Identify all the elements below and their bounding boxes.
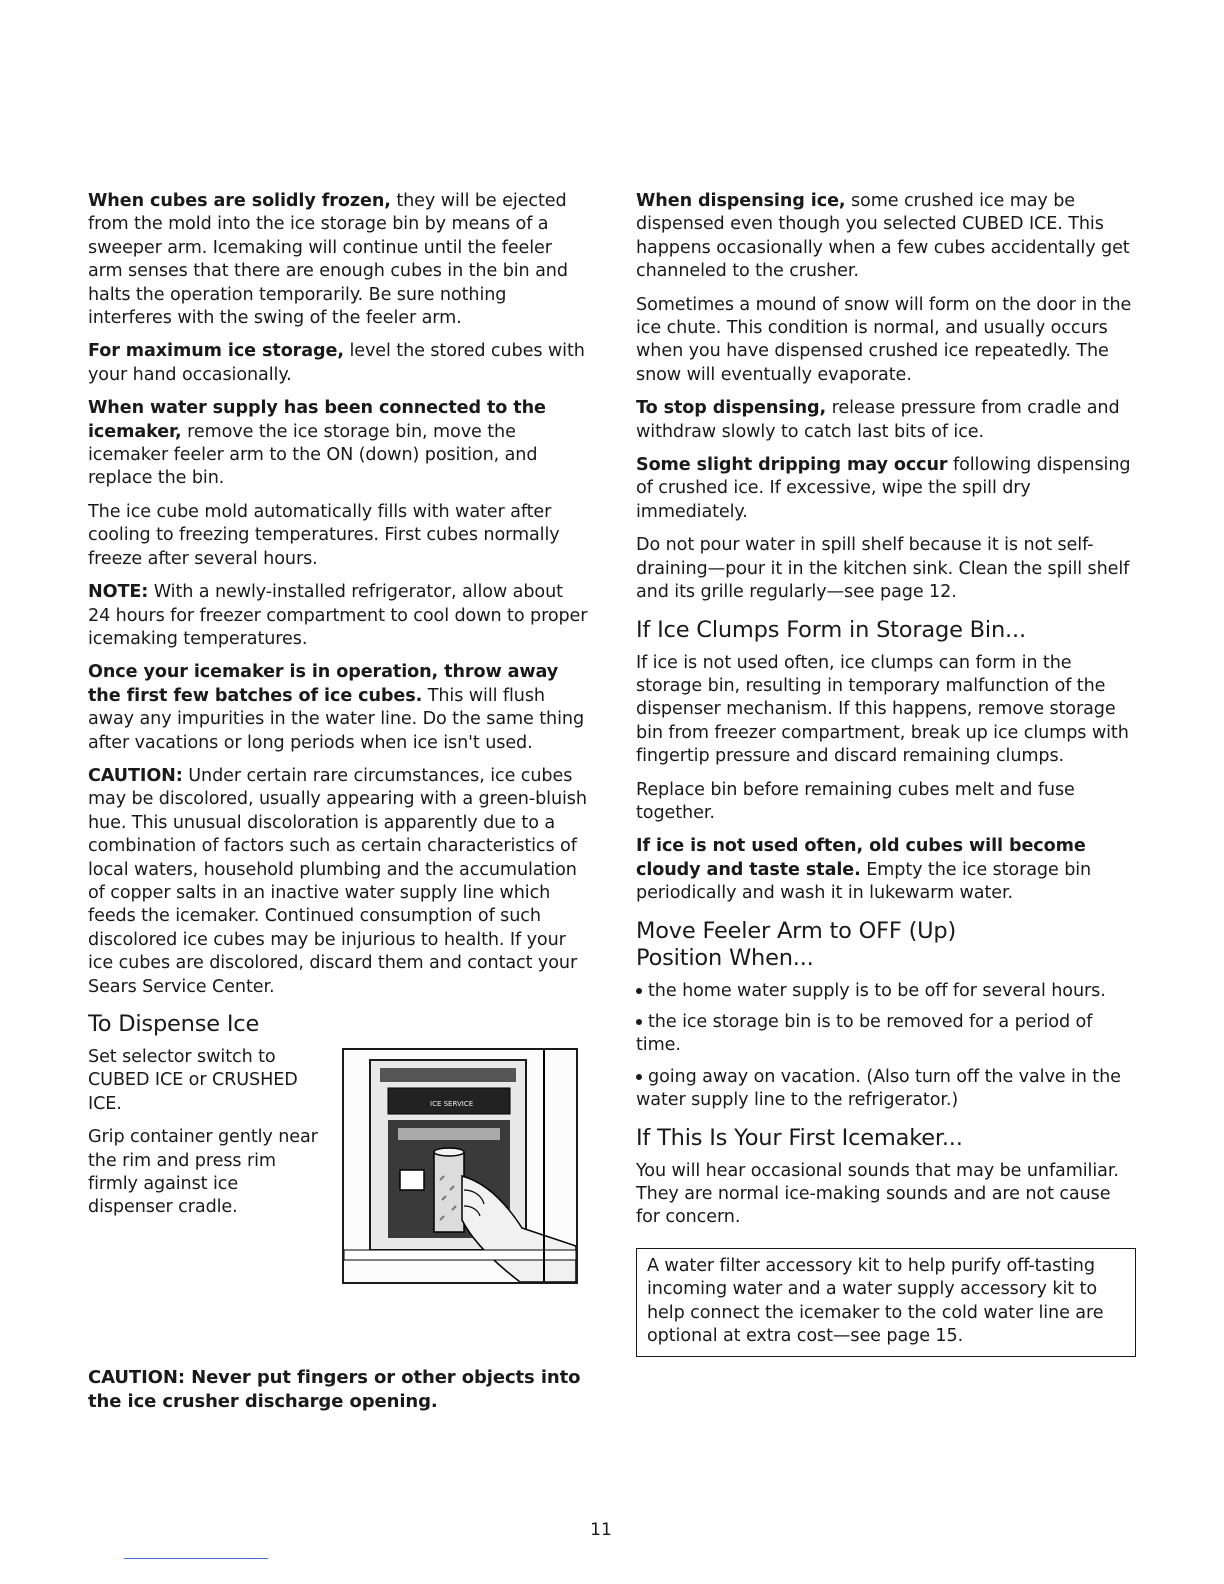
paragraph-caution-discolor bbox=[88, 765, 588, 999]
page-number: 11 bbox=[590, 1520, 612, 1540]
paragraph-selector-switch: Set selector switch to CUBED ICE or CRUSHED ICE. bbox=[88, 1047, 298, 1114]
paragraph-spill-shelf: Do not pour water in spill shelf because it is not self-draining—pour it in the kitchen sink. Clean the spill shelf and its grille regularly—see page 12. bbox=[636, 535, 1130, 603]
left-column bbox=[88, 190, 588, 1412]
lead-text: To stop dispensing, bbox=[636, 398, 827, 419]
paragraph-snow-mound: Sometimes a mound of snow will form on the door in the ice chute. This condition is normal, and usually occurs when you have dispensed crushed ice repeatedly. The snow will eventually evaporate. bbox=[636, 294, 1132, 385]
lead-text: If ice is not used often, old cubes will become cloudy and taste stale. bbox=[636, 836, 1086, 880]
dispenser-illustration bbox=[342, 1048, 578, 1284]
heading-line: Position When... bbox=[636, 944, 814, 971]
lead-text: Some slight dripping may occur bbox=[636, 455, 948, 476]
heading-to-dispense-ice: To Dispense Ice bbox=[88, 1011, 260, 1037]
bullet-icon bbox=[636, 1074, 642, 1080]
heading-first-icemaker: If This Is Your First Icemaker... bbox=[636, 1124, 963, 1151]
dispense-text bbox=[88, 1046, 318, 1230]
paragraph-old-cubes bbox=[636, 835, 1136, 905]
accessory-note-box bbox=[636, 1248, 1136, 1358]
bullet-icon bbox=[636, 1019, 642, 1025]
lead-text: When dispensing ice, bbox=[636, 191, 846, 211]
paragraph-mold-fills: The ice cube mold automatically fills with water after cooling to freezing temperatures. First cubes normally freeze after several hours. bbox=[88, 501, 560, 569]
paragraph-dispensing-ice bbox=[636, 190, 1136, 284]
bullet-text: going away on vacation. (Also turn off the valve in the water supply line to the refrigerator.) bbox=[636, 1066, 1121, 1111]
bullet-text: the ice storage bin is to be removed for a period of time. bbox=[636, 1011, 1093, 1056]
right-column bbox=[636, 190, 1136, 1357]
body-text: Under certain rare circumstances, ice cubes may be discolored, usually appearing with a green-bluish hue. This unusual discoloration is apparently due to a combination of factors such as certain characteristics of local waters, household plumbing and the accumulation of copper salts in an inactive water supply line which feeds the icemaker. Continued consumption of such discolored ice cubes may be injurious to health. If your ice cubes are discolored, discard them and contact your Sears Service Center. bbox=[88, 765, 587, 997]
heading-feeler-arm bbox=[636, 918, 1136, 972]
body-text: level the stored cubes with your hand occasionally. bbox=[88, 341, 585, 385]
paragraph-dripping bbox=[636, 454, 1136, 524]
body-text: following dispensing of crushed ice. If excessive, wipe the spill dry immediately. bbox=[636, 455, 1131, 522]
paragraph-replace-bin: Replace bin before remaining cubes melt and fuse together. bbox=[636, 779, 1075, 823]
spill-shelf bbox=[344, 1250, 576, 1260]
bullet-item bbox=[636, 1011, 1136, 1058]
lead-text: When cubes are solidly frozen, bbox=[88, 191, 391, 211]
footer-rule bbox=[124, 1558, 268, 1559]
body-text: Empty the ice storage bin periodically and wash it in lukewarm water. bbox=[636, 859, 1092, 904]
lead-text: CAUTION: bbox=[88, 765, 183, 786]
accessory-note: A water filter accessory kit to help purify off-tasting incoming water and a water supply accessory kit to help connect the icemaker to the cold water line are optional at extra cost—see page 15. bbox=[647, 1255, 1104, 1347]
ice-container bbox=[434, 1152, 464, 1232]
lead-text: For maximum ice storage, bbox=[88, 341, 344, 362]
final-caution: CAUTION: Never put fingers or other objects into the ice crusher discharge opening. bbox=[88, 1367, 581, 1412]
bullet-text: the home water supply is to be off for several hours. bbox=[648, 980, 1106, 1001]
paragraph-clumps: If ice is not used often, ice clumps can form in the storage bin, resulting in temporary malfunction of the dispenser mechanism. If this happens, remove storage bin from freezer compartment, break up ice clumps with fingertip pressure and discard remaining clumps. bbox=[636, 652, 1129, 767]
dispenser-chute bbox=[398, 1128, 500, 1140]
paragraph-occasional-sounds: You will hear occasional sounds that may be unfamiliar. They are normal ice-making sounds and are not cause for concern. bbox=[636, 1160, 1119, 1228]
heading-ice-clumps: If Ice Clumps Form in Storage Bin... bbox=[636, 616, 1026, 643]
bullet-icon bbox=[636, 988, 642, 994]
heading-line: Move Feeler Arm to OFF (Up) bbox=[636, 917, 957, 944]
body-text: With a newly-installed refrigerator, allow about 24 hours for freezer compartment to cool down to proper icemaking temperatures. bbox=[88, 582, 588, 649]
panel-label: ICE SERVICE bbox=[430, 1100, 474, 1108]
dispenser-cradle bbox=[400, 1170, 424, 1190]
paragraph-maximum-storage bbox=[88, 340, 588, 387]
paragraph-stop-dispensing bbox=[636, 397, 1136, 444]
lead-text: When water supply has been connected to the icemaker, bbox=[88, 398, 546, 442]
body-text: release pressure from cradle and withdraw slowly to catch last bits of ice. bbox=[636, 398, 1120, 442]
dispenser-drawing bbox=[344, 1050, 576, 1282]
paragraph-note bbox=[88, 581, 588, 651]
dispense-section bbox=[88, 1046, 588, 1276]
body-text: This will flush away any impurities in the water line. Do the same thing after vacations or long periods when ice isn't used. bbox=[88, 685, 585, 753]
lead-text: Once your icemaker is in operation, throw away the first few batches of ice cubes. bbox=[88, 662, 559, 706]
bullet-item bbox=[636, 980, 1136, 1003]
paragraph-first-batches bbox=[88, 661, 588, 755]
container-rim bbox=[434, 1148, 464, 1156]
paragraph-water-connected bbox=[88, 397, 588, 491]
dispenser-top-trim bbox=[380, 1068, 516, 1082]
bullet-item bbox=[636, 1066, 1136, 1113]
lead-text: NOTE: bbox=[88, 582, 149, 603]
paragraph-grip-container: Grip container gently near the rim and press rim firmly against ice dispenser cradle. bbox=[88, 1127, 318, 1218]
body-text: remove the ice storage bin, move the icemaker feeler arm to the ON (down) position, and replace the bin. bbox=[88, 421, 538, 489]
paragraph-solidly-frozen bbox=[88, 190, 588, 330]
body-text: some crushed ice may be dispensed even though you selected CUBED ICE. This happens occasionally when a few cubes accidentally get channeled to the crusher. bbox=[636, 191, 1130, 282]
body-text: they will be ejected from the mold into the ice storage bin by means of a sweeper arm. Icemaking will continue until the feeler arm senses that there are enough cubes in the bin and halts the operation temporarily. Be sure nothing interferes with the swing of the feeler arm. bbox=[88, 191, 568, 329]
